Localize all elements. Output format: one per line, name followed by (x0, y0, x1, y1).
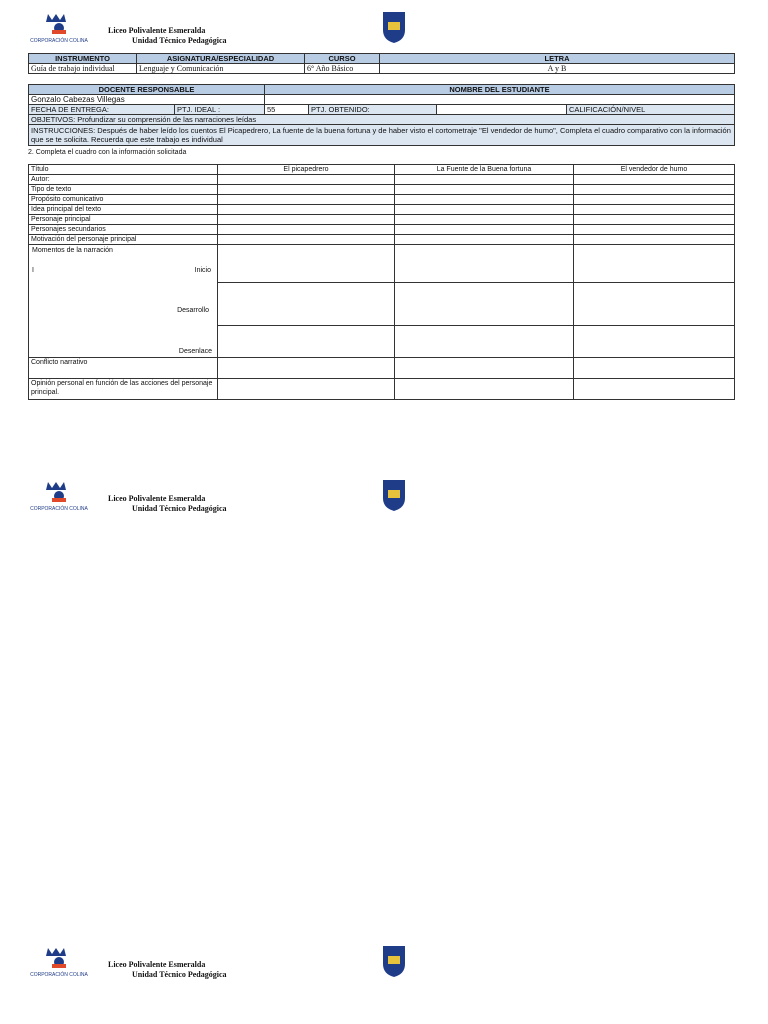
answer-cell[interactable] (218, 358, 395, 379)
answer-cell[interactable] (395, 205, 574, 215)
school-unit: Unidad Técnico Pedagógica (132, 36, 227, 45)
page-header (0, 944, 768, 994)
answer-cell[interactable] (218, 195, 395, 205)
conflict-label: Conflicto narrativo (29, 358, 218, 379)
delivery-date-label: FECHA DE ENTREGA: (29, 105, 175, 115)
answer-cell[interactable] (218, 175, 395, 185)
svg-text:CORPORACIÓN COLINA: CORPORACIÓN COLINA (30, 506, 88, 512)
value-letra: A y B (380, 64, 735, 74)
column-header-2: La Fuente de la Buena fortuna (395, 165, 574, 175)
answer-cell[interactable] (574, 205, 735, 215)
school-name: Liceo Polivalente Esmeralda (108, 26, 206, 35)
obtained-score-label: PTJ. OBTENIDO: (309, 105, 437, 115)
row-label: Personajes secundarios (29, 225, 218, 235)
school-unit: Unidad Técnico Pedagógica (132, 970, 227, 979)
column-header-3: El vendedor de humo (574, 165, 735, 175)
moment-desarrollo: Desarrollo (177, 307, 209, 314)
answer-cell[interactable] (218, 215, 395, 225)
answer-cell[interactable] (395, 225, 574, 235)
title-label: Título (29, 165, 218, 175)
svg-text:CORPORACIÓN COLINA: CORPORACIÓN COLINA (30, 38, 88, 44)
answer-cell[interactable] (395, 245, 574, 283)
corporation-logo-icon (28, 944, 90, 984)
answer-cell[interactable] (574, 358, 735, 379)
school-unit: Unidad Técnico Pedagógica (132, 504, 227, 513)
moments-roman: I (32, 267, 34, 274)
moments-cell (29, 245, 218, 358)
student-name-field[interactable] (265, 95, 735, 105)
school-name: Liceo Polivalente Esmeralda (108, 960, 206, 969)
row-label: Idea principal del texto (29, 205, 218, 215)
answer-cell[interactable] (395, 195, 574, 205)
answer-cell[interactable] (395, 326, 574, 358)
answer-cell[interactable] (395, 215, 574, 225)
moments-label: Momentos de la narración (32, 247, 113, 254)
opinion-label: Opinión personal en función de las acciones del personaje principal. (29, 379, 218, 400)
answer-cell[interactable] (218, 185, 395, 195)
answer-cell[interactable] (574, 245, 735, 283)
school-crest-icon (382, 944, 406, 978)
answer-cell[interactable] (574, 225, 735, 235)
row-label: Motivación del personaje principal (29, 235, 218, 245)
value-curso: 6° Año Básico (305, 64, 380, 74)
comparison-table (28, 164, 735, 400)
teacher-header: DOCENTE RESPONSABLE (29, 85, 265, 95)
answer-cell[interactable] (574, 379, 735, 400)
student-name-header: NOMBRE DEL ESTUDIANTE (265, 85, 735, 95)
task-note: 2. Completa el cuadro con la información solicitada (28, 149, 187, 156)
school-name: Liceo Polivalente Esmeralda (108, 494, 206, 503)
obtained-score-field[interactable] (437, 105, 567, 115)
answer-cell[interactable] (395, 235, 574, 245)
row-label: Autor: (29, 175, 218, 185)
answer-cell[interactable] (218, 326, 395, 358)
answer-cell[interactable] (218, 235, 395, 245)
answer-cell[interactable] (218, 282, 395, 326)
row-label: Tipo de texto (29, 185, 218, 195)
answer-cell[interactable] (395, 358, 574, 379)
school-crest-icon (382, 478, 406, 512)
page-header (0, 478, 768, 528)
ideal-score-label: PTJ. IDEAL : (175, 105, 265, 115)
answer-cell[interactable] (218, 205, 395, 215)
answer-cell[interactable] (218, 225, 395, 235)
answer-cell[interactable] (395, 185, 574, 195)
header-instrumento: INSTRUMENTO (29, 54, 137, 64)
row-label: Personaje principal (29, 215, 218, 225)
value-instrumento: Guía de trabajo individual (29, 64, 137, 74)
teacher-name: Gonzalo Cabezas Villegas (29, 95, 265, 105)
answer-cell[interactable] (395, 379, 574, 400)
answer-cell[interactable] (218, 379, 395, 400)
header-asignatura: ASIGNATURA/ESPECIALIDAD (137, 54, 305, 64)
svg-text:CORPORACIÓN COLINA: CORPORACIÓN COLINA (30, 972, 88, 978)
school-crest-icon (382, 10, 406, 44)
corporation-logo-icon (28, 10, 90, 50)
answer-cell[interactable] (218, 245, 395, 283)
school-name-block (108, 960, 227, 980)
moment-inicio: Inicio (194, 267, 211, 274)
grade-label: CALIFICACIÓN/NIVEL (567, 105, 735, 115)
answer-cell[interactable] (395, 175, 574, 185)
answer-cell[interactable] (574, 185, 735, 195)
answer-cell[interactable] (574, 282, 735, 326)
answer-cell[interactable] (395, 282, 574, 326)
answer-cell[interactable] (574, 326, 735, 358)
student-info-table (28, 84, 735, 146)
header-curso: CURSO (305, 54, 380, 64)
corporation-logo-icon (28, 478, 90, 518)
column-header-1: El picapedrero (218, 165, 395, 175)
header-letra: LETRA (380, 54, 735, 64)
moment-desenlace: Desenlace (178, 348, 212, 355)
answer-cell[interactable] (574, 235, 735, 245)
answer-cell[interactable] (574, 175, 735, 185)
instructions-text: INSTRUCCIONES: Después de haber leído los cuentos El Picapedrero, La fuente de la buena fortuna y de haber visto el cortometraje "El vendedor de humo", Completa el cuadro comparativo con la información que se te solicita. Recuerda que este trabajo es individual (29, 125, 735, 146)
objectives-text: OBJETIVOS: Profundizar su comprensión de las narraciones leídas (29, 115, 735, 125)
value-asignatura: Lenguaje y Comunicación (137, 64, 305, 74)
row-label: Propósito comunicativo (29, 195, 218, 205)
answer-cell[interactable] (574, 195, 735, 205)
answer-cell[interactable] (574, 215, 735, 225)
course-info-table (28, 53, 735, 74)
school-name-block (108, 26, 227, 46)
school-name-block (108, 494, 227, 514)
ideal-score-value: 55 (265, 105, 309, 115)
